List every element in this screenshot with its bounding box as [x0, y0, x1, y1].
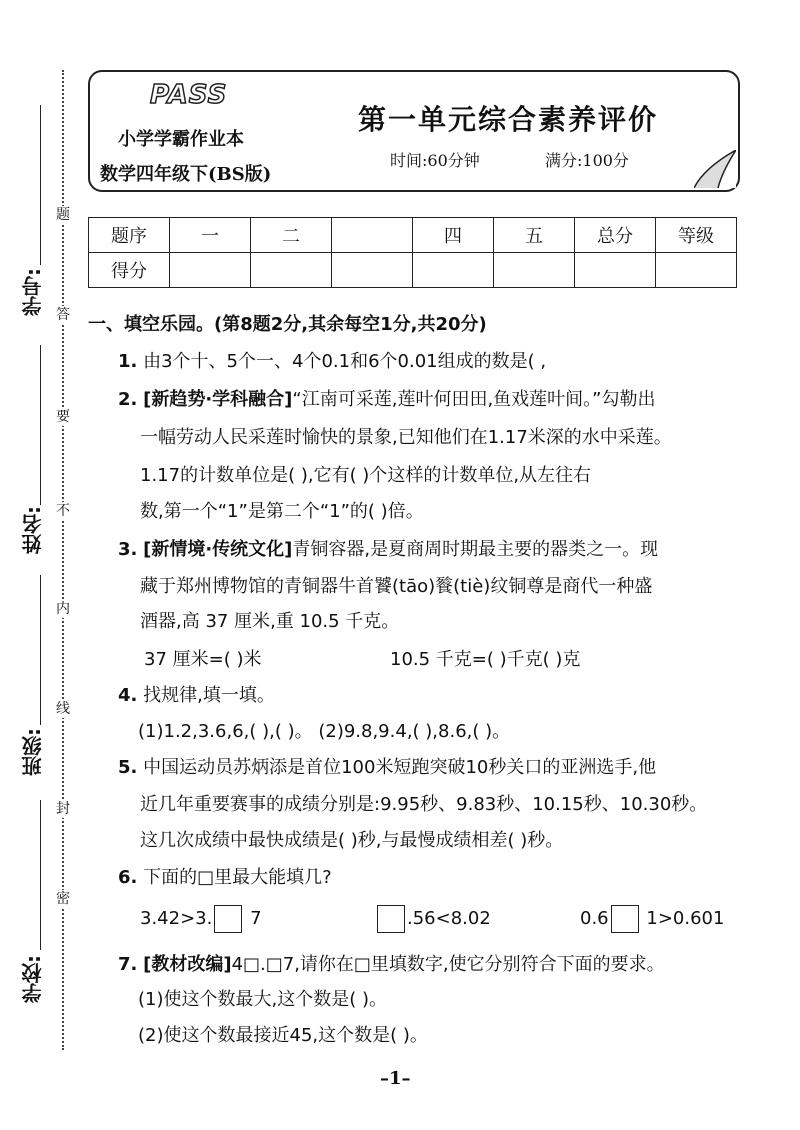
table-header-cell: 总分: [575, 218, 656, 253]
class-label: 班级:: [21, 728, 45, 776]
question-4: 4. 找规律,填一填。: [118, 685, 275, 706]
name-line[interactable]: [40, 345, 41, 505]
table-header-cell: 二: [251, 218, 332, 253]
question-2-line: 1.17的计数单位是( ),它有( )个这样的计数单位,从左往右: [140, 465, 592, 486]
score-cell[interactable]: [413, 253, 494, 288]
table-header-cell: [332, 218, 413, 253]
question-6: 6. 下面的□里最大能填几?: [118, 867, 332, 888]
page-number: –1–: [380, 1068, 411, 1089]
pass-logo: PASS: [150, 80, 228, 110]
time-limit: 时间:60分钟: [390, 151, 480, 170]
question-5-line: 近几年重要赛事的成绩分别是:9.95秒、9.83秒、10.15秒、10.30秒。: [140, 794, 708, 815]
question-2-line: 数,第一个“1”是第二个“1”的( )倍。: [140, 501, 424, 522]
answer-box[interactable]: [611, 905, 639, 933]
question-6-item-c: 0.6 1>0.601: [580, 905, 724, 933]
score-table-score-row: [89, 253, 737, 288]
answer-box[interactable]: [214, 905, 242, 933]
grade-label: 数学四年级下(BS版): [100, 164, 272, 185]
score-cell[interactable]: [656, 253, 737, 288]
question-7: 7. [教材改编]4□.□7,请你在□里填数字,使它分别符合下面的要求。: [118, 954, 665, 975]
score-cell[interactable]: [170, 253, 251, 288]
question-5: 5. 中国运动员苏炳添是首位100米短跑突破10秒关口的亚洲选手,他: [118, 757, 657, 778]
score-cell[interactable]: [494, 253, 575, 288]
binding-char: 封: [56, 801, 70, 817]
score-table: [88, 217, 737, 288]
score-row-label: 得分: [89, 253, 170, 288]
score-table-header-row: [89, 218, 737, 253]
table-header-cell: 题序: [89, 218, 170, 253]
page-curl-icon: [694, 150, 736, 188]
score-cell[interactable]: [575, 253, 656, 288]
question-2-line: 一幅劳动人民采莲时愉快的景象,已知他们在1.17米深的水中采莲。: [140, 427, 672, 448]
question-5-line: 这几次成绩中最快成绩是( )秒,与最慢成绩相差( )秒。: [140, 830, 564, 851]
score-cell[interactable]: [251, 253, 332, 288]
binding-char: 不: [56, 503, 70, 519]
table-header-cell: 四: [413, 218, 494, 253]
table-header-cell: 五: [494, 218, 575, 253]
school-label: 学校:: [21, 955, 45, 1003]
question-1: 1. 由3个十、5个一、4个0.1和6个0.01组成的数是( ,: [118, 351, 547, 372]
student-id-label: 学号:: [21, 268, 45, 316]
section-title: 一、填空乐园。(第8题2分,其余每空1分,共20分): [88, 314, 487, 335]
question-7-line: (2)使这个数最接近45,这个数是( )。: [138, 1025, 428, 1046]
binding-char: 题: [56, 207, 70, 223]
class-line[interactable]: [40, 575, 41, 725]
question-2: 2. [新趋势·学科融合]“江南可采莲,莲叶何田田,鱼戏莲叶间。”勾勒出: [118, 389, 656, 410]
page-title: 第一单元综合素养评价: [358, 103, 659, 136]
full-score: 满分:100分: [545, 151, 629, 170]
binding-char: 密: [56, 891, 70, 907]
question-3: 3. [新情境·传统文化]青铜容器,是夏商周时期最主要的器类之一。现: [118, 539, 659, 560]
answer-box[interactable]: [377, 905, 405, 933]
table-header-cell: 一: [170, 218, 251, 253]
school-line[interactable]: [40, 800, 41, 950]
binding-char: 要: [56, 409, 70, 425]
question-6-item-a: 3.42>3. 7: [140, 905, 262, 933]
question-3-line: 酒器,高 37 厘米,重 10.5 千克。: [140, 611, 400, 632]
question-3-blank-weight: 10.5 千克=( )千克( )克: [390, 649, 581, 670]
student-id-line[interactable]: [40, 105, 41, 265]
question-6-item-b: .56<8.02: [375, 905, 491, 933]
series-name: 小学学霸作业本: [118, 129, 244, 150]
score-cell[interactable]: [332, 253, 413, 288]
question-3-blank-length: 37 厘米=( )米: [144, 649, 262, 670]
binding-char: 内: [56, 601, 70, 617]
question-7-line: (1)使这个数最大,这个数是( )。: [138, 989, 387, 1010]
table-header-cell: 等级: [656, 218, 737, 253]
name-label: 姓名:: [21, 506, 45, 554]
binding-char: 答: [56, 307, 70, 323]
binding-char: 线: [56, 701, 70, 717]
question-4-line: (1)1.2,3.6,6,( ),( )。 (2)9.8,9.4,( ),8.6,( )。: [138, 721, 511, 742]
question-3-line: 藏于郑州博物馆的青铜器牛首饕(tāo)餮(tiè)纹铜尊是商代一种盛: [140, 576, 653, 597]
